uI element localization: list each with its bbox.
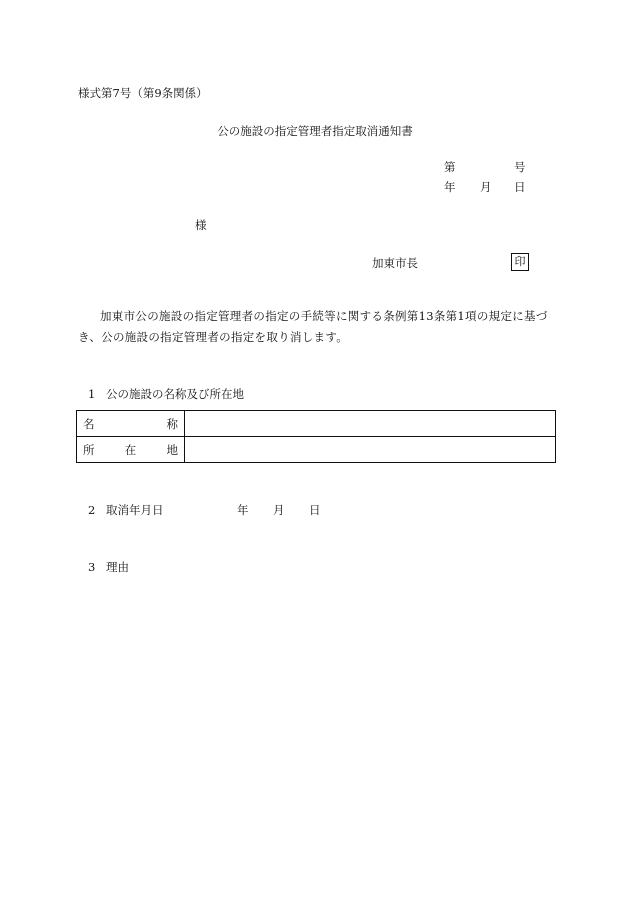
facility-name-label <box>77 411 185 437</box>
seal-mark: 印 <box>511 253 529 271</box>
issuer-name: 加東市長 <box>372 256 418 270</box>
notice-body: 加東市公の施設の指定管理者の指定の手続等に関する条例第13条第1項の規定に基づき、公の施設の指定管理者の指定を取り消します。 <box>78 309 548 344</box>
document-title: 公の施設の指定管理者指定取消通知書 <box>217 124 413 138</box>
facility-name-value <box>185 411 556 437</box>
facility-location-value <box>185 437 556 463</box>
section3-title: 理由 <box>106 560 129 574</box>
section2-heading <box>88 503 164 517</box>
addressee-honorific: 様 <box>195 218 207 232</box>
issue-date-year: 年 <box>444 180 456 194</box>
document-number-suffix: 号 <box>514 160 526 174</box>
section1-number: 1 <box>88 387 96 401</box>
label-char: 称 <box>166 416 178 431</box>
cancel-date-month: 月 <box>273 503 285 517</box>
cancel-date-year: 年 <box>237 503 249 517</box>
label-char: 所 <box>83 442 95 457</box>
section3-number: 3 <box>88 560 96 574</box>
facility-location-label <box>77 437 185 463</box>
table-row-name <box>77 411 556 437</box>
section1-heading <box>88 387 244 401</box>
issue-date-month: 月 <box>480 180 492 194</box>
label-char: 在 <box>124 442 137 457</box>
label-char: 地 <box>166 442 178 457</box>
table-row-location <box>77 437 556 463</box>
section2-title: 取消年月日 <box>106 503 164 517</box>
cancel-date-day: 日 <box>309 503 321 517</box>
facility-table <box>76 410 556 463</box>
section2-number: 2 <box>88 503 96 517</box>
label-char: 名 <box>83 416 95 431</box>
section1-title: 公の施設の名称及び所在地 <box>106 387 244 401</box>
form-number: 様式第7号（第9条関係） <box>78 86 208 100</box>
document-number-prefix: 第 <box>444 160 456 174</box>
issue-date-day: 日 <box>514 180 526 194</box>
section3-heading <box>88 560 129 574</box>
